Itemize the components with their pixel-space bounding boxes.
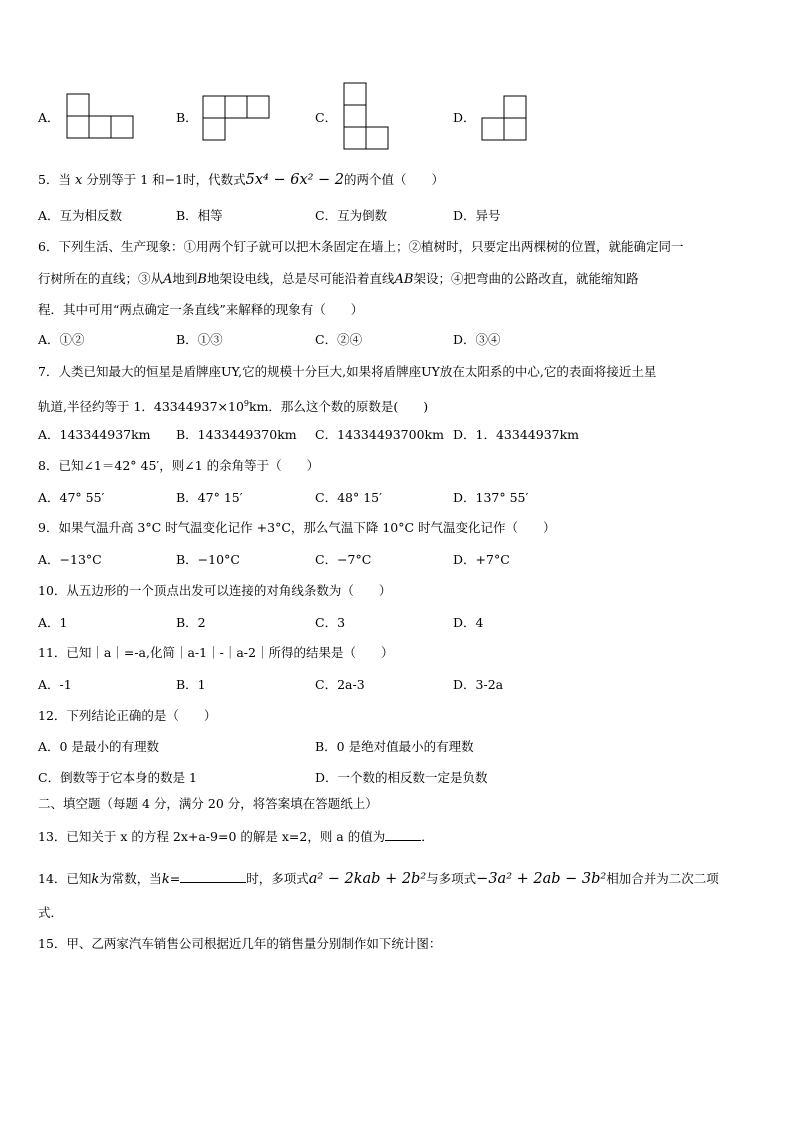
q8-option-d: D．137° 55′ — [453, 490, 529, 505]
q8-stem: 8．已知∠1＝42° 45′，则∠1 的余角等于（ ） — [38, 458, 320, 473]
q6-stem-line1: 6．下列生活、生产现象：①用两个钉子就可以把木条固定在墙上；②植树时，只要定出两棵树的位置，就能确定同一 — [38, 239, 684, 254]
q6-stem-line2: 行树所在的直线；③从A地到B地架设电线，总是尽可能沿着直线AB架设；④把弯曲的公路改直，就能缩知路 — [38, 271, 639, 287]
q9-stem: 9．如果气温升高 3°C 时气温变化记作 +3°C，那么气温下降 10°C 时气温变化记作（ ） — [38, 520, 556, 535]
q7-option-c: C．14334493700km — [315, 427, 444, 442]
q9-option-d: D．+7°C — [453, 552, 510, 567]
q4-option-b-figure — [202, 95, 274, 143]
q5-option-b: B．相等 — [176, 208, 223, 223]
q14-stem-line1: 14．已知k为常数，当k= 时，多项式a² − 2kab + 2b²与多项式−3a² + 2ab − 3b²相加合并为二次二项 — [38, 871, 719, 887]
q11-option-b: B．1 — [176, 677, 206, 692]
q13-answer-blank[interactable] — [385, 828, 421, 841]
q4-option-d-figure — [481, 95, 533, 143]
q12-stem: 12．下列结论正确的是（ ） — [38, 708, 217, 723]
q15-stem: 15．甲、乙两家汽车销售公司根据近几年的销售量分别制作如下统计图： — [38, 936, 442, 951]
q10-option-a: A．1 — [38, 615, 68, 630]
q8-option-c: C．48° 15′ — [315, 490, 382, 505]
q5-expression: 5x⁴ − 6x² − 2 — [245, 172, 345, 188]
q12-option-d: D．一个数的相反数一定是负数 — [315, 770, 488, 785]
q4-option-a-label: A． — [38, 110, 60, 125]
q10-option-c: C．3 — [315, 615, 346, 630]
q4-option-a-figure — [66, 93, 138, 141]
q6-option-b: B．①③ — [176, 332, 223, 347]
q14-answer-blank[interactable] — [180, 870, 246, 883]
q10-option-b: B．2 — [176, 615, 206, 630]
q6-stem-line3: 程．其中可用“两点确定一条直线”来解释的现象有（ ） — [38, 302, 364, 317]
q8-option-b: B．47° 15′ — [176, 490, 243, 505]
q5-option-a: A．互为相反数 — [38, 208, 123, 223]
q6-option-c: C．②④ — [315, 332, 363, 347]
q5-option-d: D．异号 — [453, 208, 501, 223]
q8-option-a: A．47° 55′ — [38, 490, 105, 505]
q14-polynomial-1: a² − 2kab + 2b² — [308, 871, 427, 887]
q4-option-b-label: B． — [176, 110, 198, 125]
q4-option-d-label: D． — [453, 110, 476, 125]
q9-option-b: B．−10°C — [176, 552, 240, 567]
q11-option-d: D．3-2a — [453, 677, 504, 692]
q11-option-c: C．2a-3 — [315, 677, 365, 692]
q14-stem-line2: 式． — [38, 905, 64, 920]
q10-stem: 10．从五边形的一个顶点出发可以连接的对角线条数为（ ） — [38, 583, 392, 598]
q13-stem: 13．已知关于 x 的方程 2x+a-9=0 的解是 x=2，则 a 的值为 ． — [38, 829, 434, 844]
q6-option-d: D．③④ — [453, 332, 501, 347]
section-fill-in-heading: 二、填空题（每题 4 分，满分 20 分，将答案填在答题纸上） — [38, 796, 378, 811]
q5-stem: 5．当 x 分别等于 1 和−1时，代数式5x⁴ − 6x² − 2的两个值（ ） — [38, 172, 445, 188]
q12-option-c: C．倒数等于它本身的数是 1 — [38, 770, 197, 785]
q4-option-c-figure — [343, 82, 395, 154]
q7-stem-line2: 轨道,半径约等于 1．$43344937\times 10^9km$．那么这个数的原数是( ) — [38, 399, 429, 415]
q7-option-a: A．143344937km — [38, 427, 151, 442]
q11-option-a: A．-1 — [38, 677, 72, 692]
q4-option-c-label: C． — [315, 110, 338, 125]
q5-option-c: C．互为倒数 — [315, 208, 388, 223]
q7-option-d: D．1．43344937km — [453, 427, 580, 442]
q12-option-b: B．0 是绝对值最小的有理数 — [315, 739, 474, 754]
q7-stem-line1: 7．人类已知最大的恒星是盾牌座UY,它的规模十分巨大,如果将盾牌座UY放在太阳系的中心,它的表面将接近土星 — [38, 364, 657, 379]
q6-option-a: A．①② — [38, 332, 85, 347]
q7-option-b: B．1433449370km — [176, 427, 297, 442]
q9-option-a: A．−13°C — [38, 552, 102, 567]
q14-polynomial-2: −3a² + 2ab − 3b² — [476, 871, 607, 887]
q12-option-a: A．0 是最小的有理数 — [38, 739, 159, 754]
q9-option-c: C．−7°C — [315, 552, 372, 567]
q10-option-d: D．4 — [453, 615, 484, 630]
q11-stem: 11．已知｜a｜=-a,化简｜a-1｜-｜a-2｜所得的结果是（ ） — [38, 645, 394, 660]
